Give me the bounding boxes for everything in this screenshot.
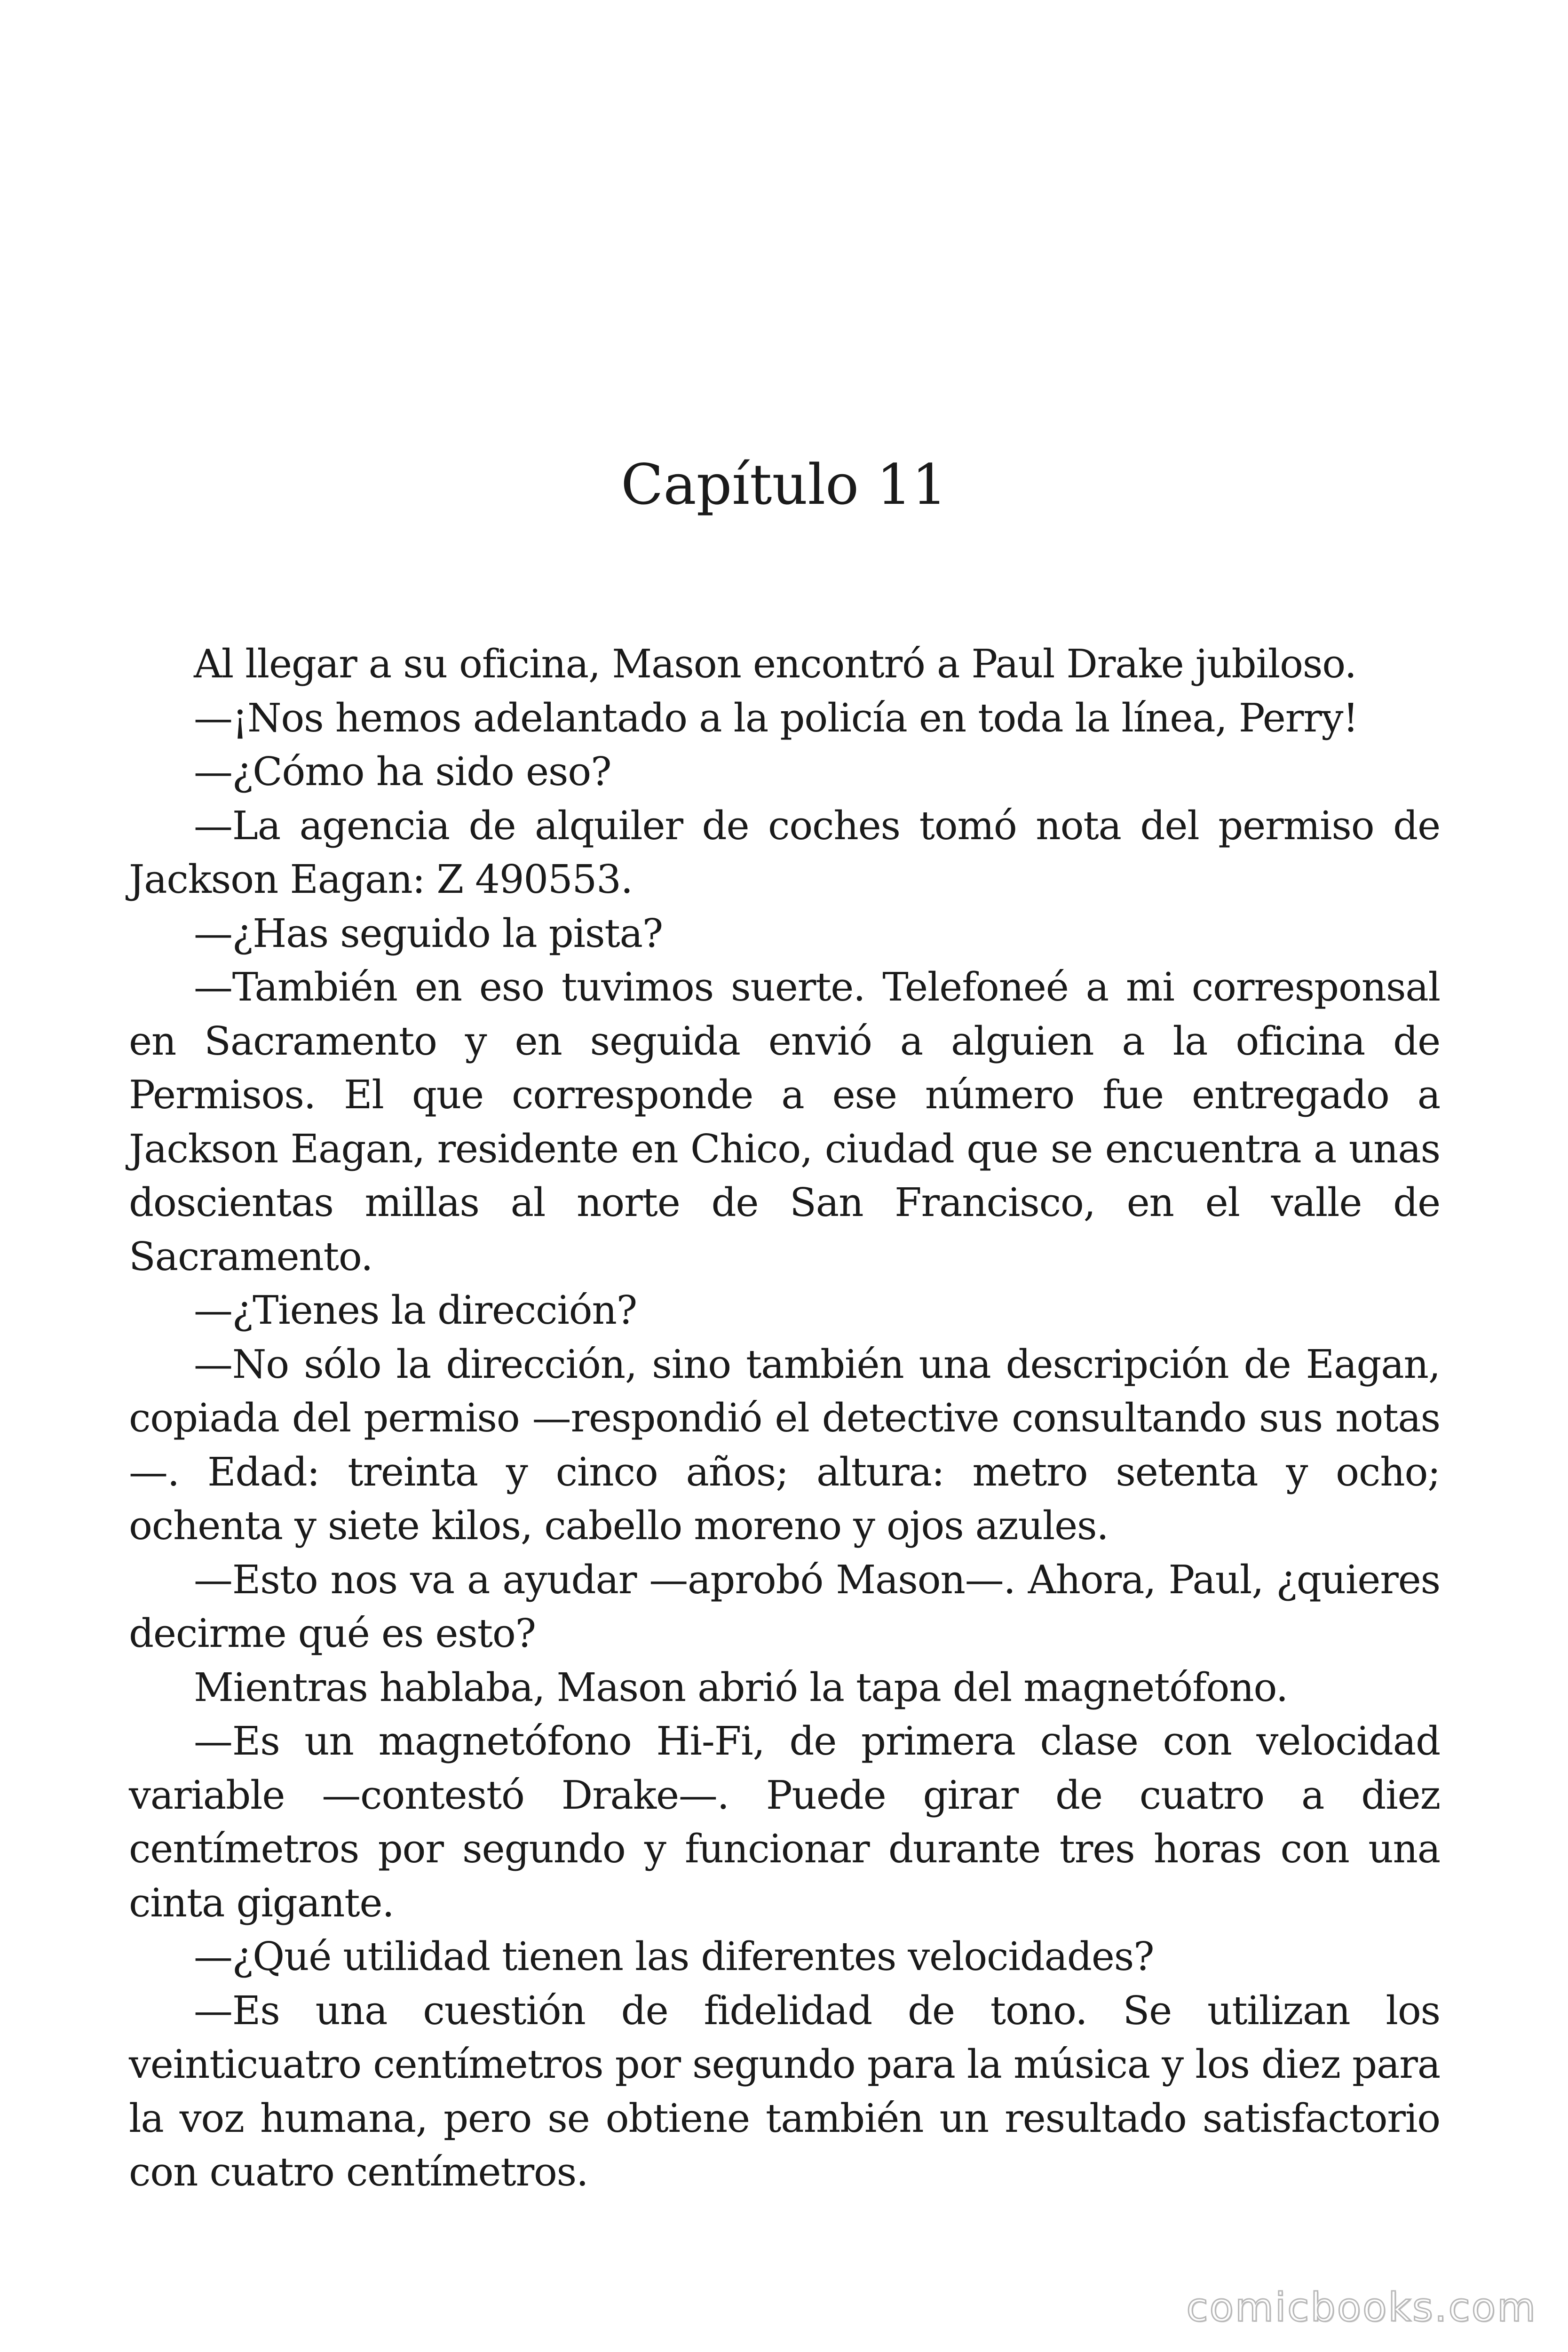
- paragraph: —También en eso tuvimos suerte. Telefoneé a mi corresponsal en Sacramento y en seguida envió a alguien a la oficina de Permisos. El que corresponde a ese número fue entregado a Jackson Eagan, residente en Chico, ciudad que se encuentra a unas doscientas millas al norte de San Francisco, en el valle de Sacramento.: [129, 964, 1440, 1279]
- watermark: comicbooks.com: [1186, 2284, 1537, 2330]
- paragraph: —¿Tienes la dirección?: [194, 1287, 637, 1333]
- paragraph: Al llegar a su oficina, Mason encontró a Paul Drake jubiloso.: [194, 641, 1356, 687]
- paragraph: —La agencia de alquiler de coches tomó nota del permiso de Jackson Eagan: Z 490553.: [129, 803, 1440, 902]
- paragraph: —¿Qué utilidad tienen las diferentes velocidades?: [194, 1934, 1154, 1979]
- paragraph: —¿Cómo ha sido eso?: [194, 749, 611, 795]
- paragraph: —¿Has seguido la pista?: [194, 910, 663, 956]
- chapter-title: Capítulo 11: [621, 452, 947, 517]
- chapter-body: [129, 637, 1440, 2200]
- paragraph: —No sólo la dirección, sino también una descripción de Eagan, copiada del permiso —respondió el detective consultando sus notas —. Edad: treinta y cinco años; altura: metro setenta y ocho; ochenta y siete kilos, cabello moreno y ojos azules.: [129, 1341, 1440, 1549]
- paragraph: Mientras hablaba, Mason abrió la tapa del magnetófono.: [194, 1664, 1288, 1710]
- paragraph: —Es un magnetófono Hi-Fi, de primera clase con velocidad variable —contestó Drake—. Puede girar de cuatro a diez centímetros por segundo y funcionar durante tres horas con una cinta gigante.: [129, 1718, 1440, 1926]
- paragraph: —Es una cuestión de fidelidad de tono. Se utilizan los veinticuatro centímetros por segundo para la música y los diez para la voz humana, pero se obtiene también un resultado satisfactorio con cuatro centímetros.: [129, 1987, 1440, 2195]
- paragraph: —¡Nos hemos adelantado a la policía en toda la línea, Perry!: [194, 695, 1358, 741]
- paragraph: —Esto nos va a ayudar —aprobó Mason—. Ahora, Paul, ¿quieres decirme qué es esto?: [129, 1557, 1440, 1656]
